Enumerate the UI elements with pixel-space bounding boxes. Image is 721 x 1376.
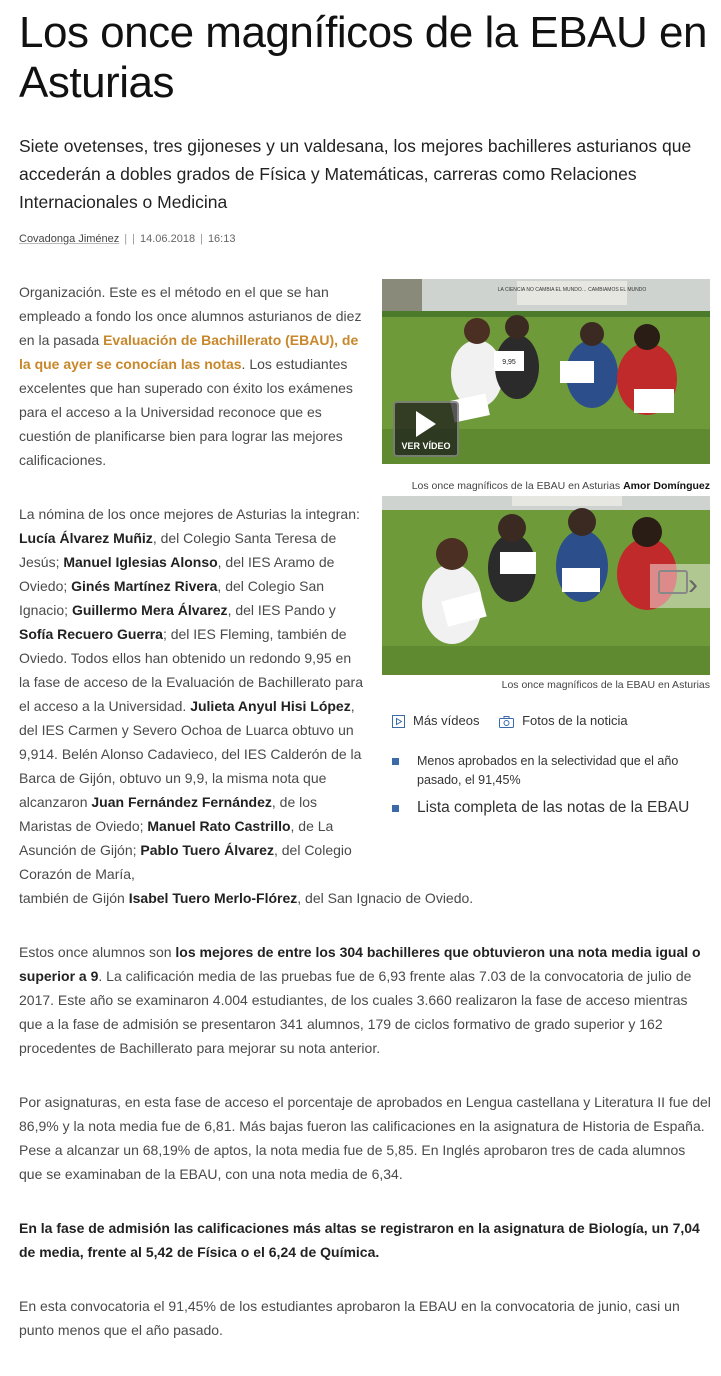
paragraph-conclusion: En esta convocatoria el 91,45% de los estudiantes aprobaron la EBAU en la convocatoria de junio, casi un punto menos que el año pasado. bbox=[19, 1298, 680, 1338]
more-videos-link[interactable]: Más vídeos bbox=[392, 713, 483, 728]
gallery-next-button[interactable] bbox=[650, 564, 710, 608]
related-link-2[interactable]: Lista completa de las notas de la EBAU bbox=[392, 797, 702, 819]
camera-icon bbox=[499, 716, 514, 728]
photos-link[interactable]: Fotos de la noticia bbox=[499, 713, 628, 728]
paragraph-admission: En la fase de admisión las calificaciones más altas se registraron en la asignatura de Biología, un 7,04 de media, frente al 5,42 de Física o el 6,24 de Química. bbox=[19, 1220, 700, 1260]
photo-caption-2: Los once magníficos de la EBAU en Asturias bbox=[501, 679, 710, 691]
publish-time: 16:13 bbox=[207, 233, 236, 245]
related-link-1[interactable]: Menos aprobados en la selectividad que el año pasado, el 91,45% bbox=[392, 752, 702, 790]
author-link[interactable]: Covadonga Jiménez bbox=[19, 233, 120, 245]
play-icon bbox=[416, 411, 436, 437]
gallery-thumbnail-icon bbox=[658, 570, 688, 594]
video-icon bbox=[392, 715, 405, 728]
paragraph-intro: Organización. Este es el método en el que se han empleado a fondo los once alumnos asturianos de diez en la pasada Evaluación de Bachillerato (EBAU), de la que ayer se conocían las notas. Los estudiantes excelentes que han superado con éxito los exámenes para el acceso a la Universidad reconoce que es cuestión de planificarse bien para lograr las mejores calificaciones. bbox=[19, 284, 362, 468]
article-title: Los once magníficos de la EBAU en Asturias bbox=[19, 8, 707, 107]
chevron-right-icon: › bbox=[688, 568, 698, 601]
media-column bbox=[382, 279, 710, 692]
paragraph-stats: Estos once alumnos son los mejores de entre los 304 bachilleres que obtuvieron una nota media igual o superior a 9. La calificación media de las pruebas fue de 6,93 frente alas 7.03 de la convocatoria de julio de 2017. Este año se examinaron 4.004 estudiantes, de los cuales 3.660 realizaron la fase de acceso mientras que a la fase de admisión se presentaron 341 alumnos, 179 de ciclos formativo de grado superior y 162 procedentes de Bachillerato para mejorar su nota anterior. bbox=[19, 944, 701, 1056]
publish-date: 14.06.2018 bbox=[140, 233, 196, 245]
ebau-link[interactable]: Evaluación de Bachillerato (EBAU), de la que ayer se conocían las notas bbox=[19, 332, 359, 372]
photo-caption-1: Los once magníficos de la EBAU en Asturias Amor Domínguez bbox=[411, 480, 710, 492]
paragraph-subjects: Por asignaturas, en esta fase de acceso el porcentaje de aprobados en Lengua castellana y Literatura II fue del 86,9% y la nota media fue de 6,81. Más bajas fueron las calificaciones en la asignatura de Historia de España. Pese a alcanzar un 68,19% de aptos, la nota media fue de 5,85. En Inglés aprobaron tres de cada alumnos que se examinaban de la EBAU, con una nota media de 6,34. bbox=[19, 1094, 711, 1182]
video-thumbnail[interactable] bbox=[382, 279, 710, 464]
svg-text:LA CIENCIA NO CAMBIA EL MUNDO…: LA CIENCIA NO CAMBIA EL MUNDO… CAMBIAMOS EL MUNDO bbox=[497, 287, 647, 293]
media-toolbar bbox=[392, 713, 628, 728]
photo-gallery[interactable] bbox=[382, 496, 710, 675]
article-subtitle: Siete ovetenses, tres gijoneses y un valdesana, los mejores bachilleres asturianos que accederán a dobles grados de Física y Matemáticas, carreras como Relaciones Internacionales o Medicina bbox=[19, 136, 692, 212]
paragraph-students-end: también de Gijón Isabel Tuero Merlo-Flórez, del San Ignacio de Oviedo. bbox=[19, 890, 474, 906]
paragraph-students: La nómina de los once mejores de Asturias la integran: Lucía Álvarez Muñiz, del Colegio Santa Teresa de Jesús; Manuel Iglesias Alonso, del IES Aramo de Oviedo; Ginés Martínez Rivera, del Colegio San Ignacio; Guillermo Mera Álvarez, del IES Pando y Sofía Recuero Guerra; del IES Fleming, también de Oviedo. Todos ellos han obtenido un redondo 9,95 en la fase de acceso de la Evaluación de Bachillerato para el acceso a la Universidad. Julieta Anyul Hisi López, del IES Carmen y Severo Ochoa de Luarca obtuvo un 9,914. Belén Alonso Cadavieco, del IES Calderón de la Barca de Gijón, obtuvo un 9,9, la misma nota que alcanzaron Juan Fernández Fernández, de los Maristas de Oviedo; Manuel Rato Castrillo, de La Asunción de Gijón; Pablo Tuero Álvarez, del Colegio Corazón de María, bbox=[19, 506, 363, 882]
bullet-square-icon bbox=[392, 758, 399, 765]
bullet-square-icon bbox=[392, 805, 399, 812]
svg-text:9,95: 9,95 bbox=[502, 359, 516, 366]
play-video-button[interactable]: VER VÍDEO bbox=[393, 401, 459, 457]
byline: Covadonga Jiménez | | 14.06.2018 | 16:13 bbox=[19, 233, 236, 245]
